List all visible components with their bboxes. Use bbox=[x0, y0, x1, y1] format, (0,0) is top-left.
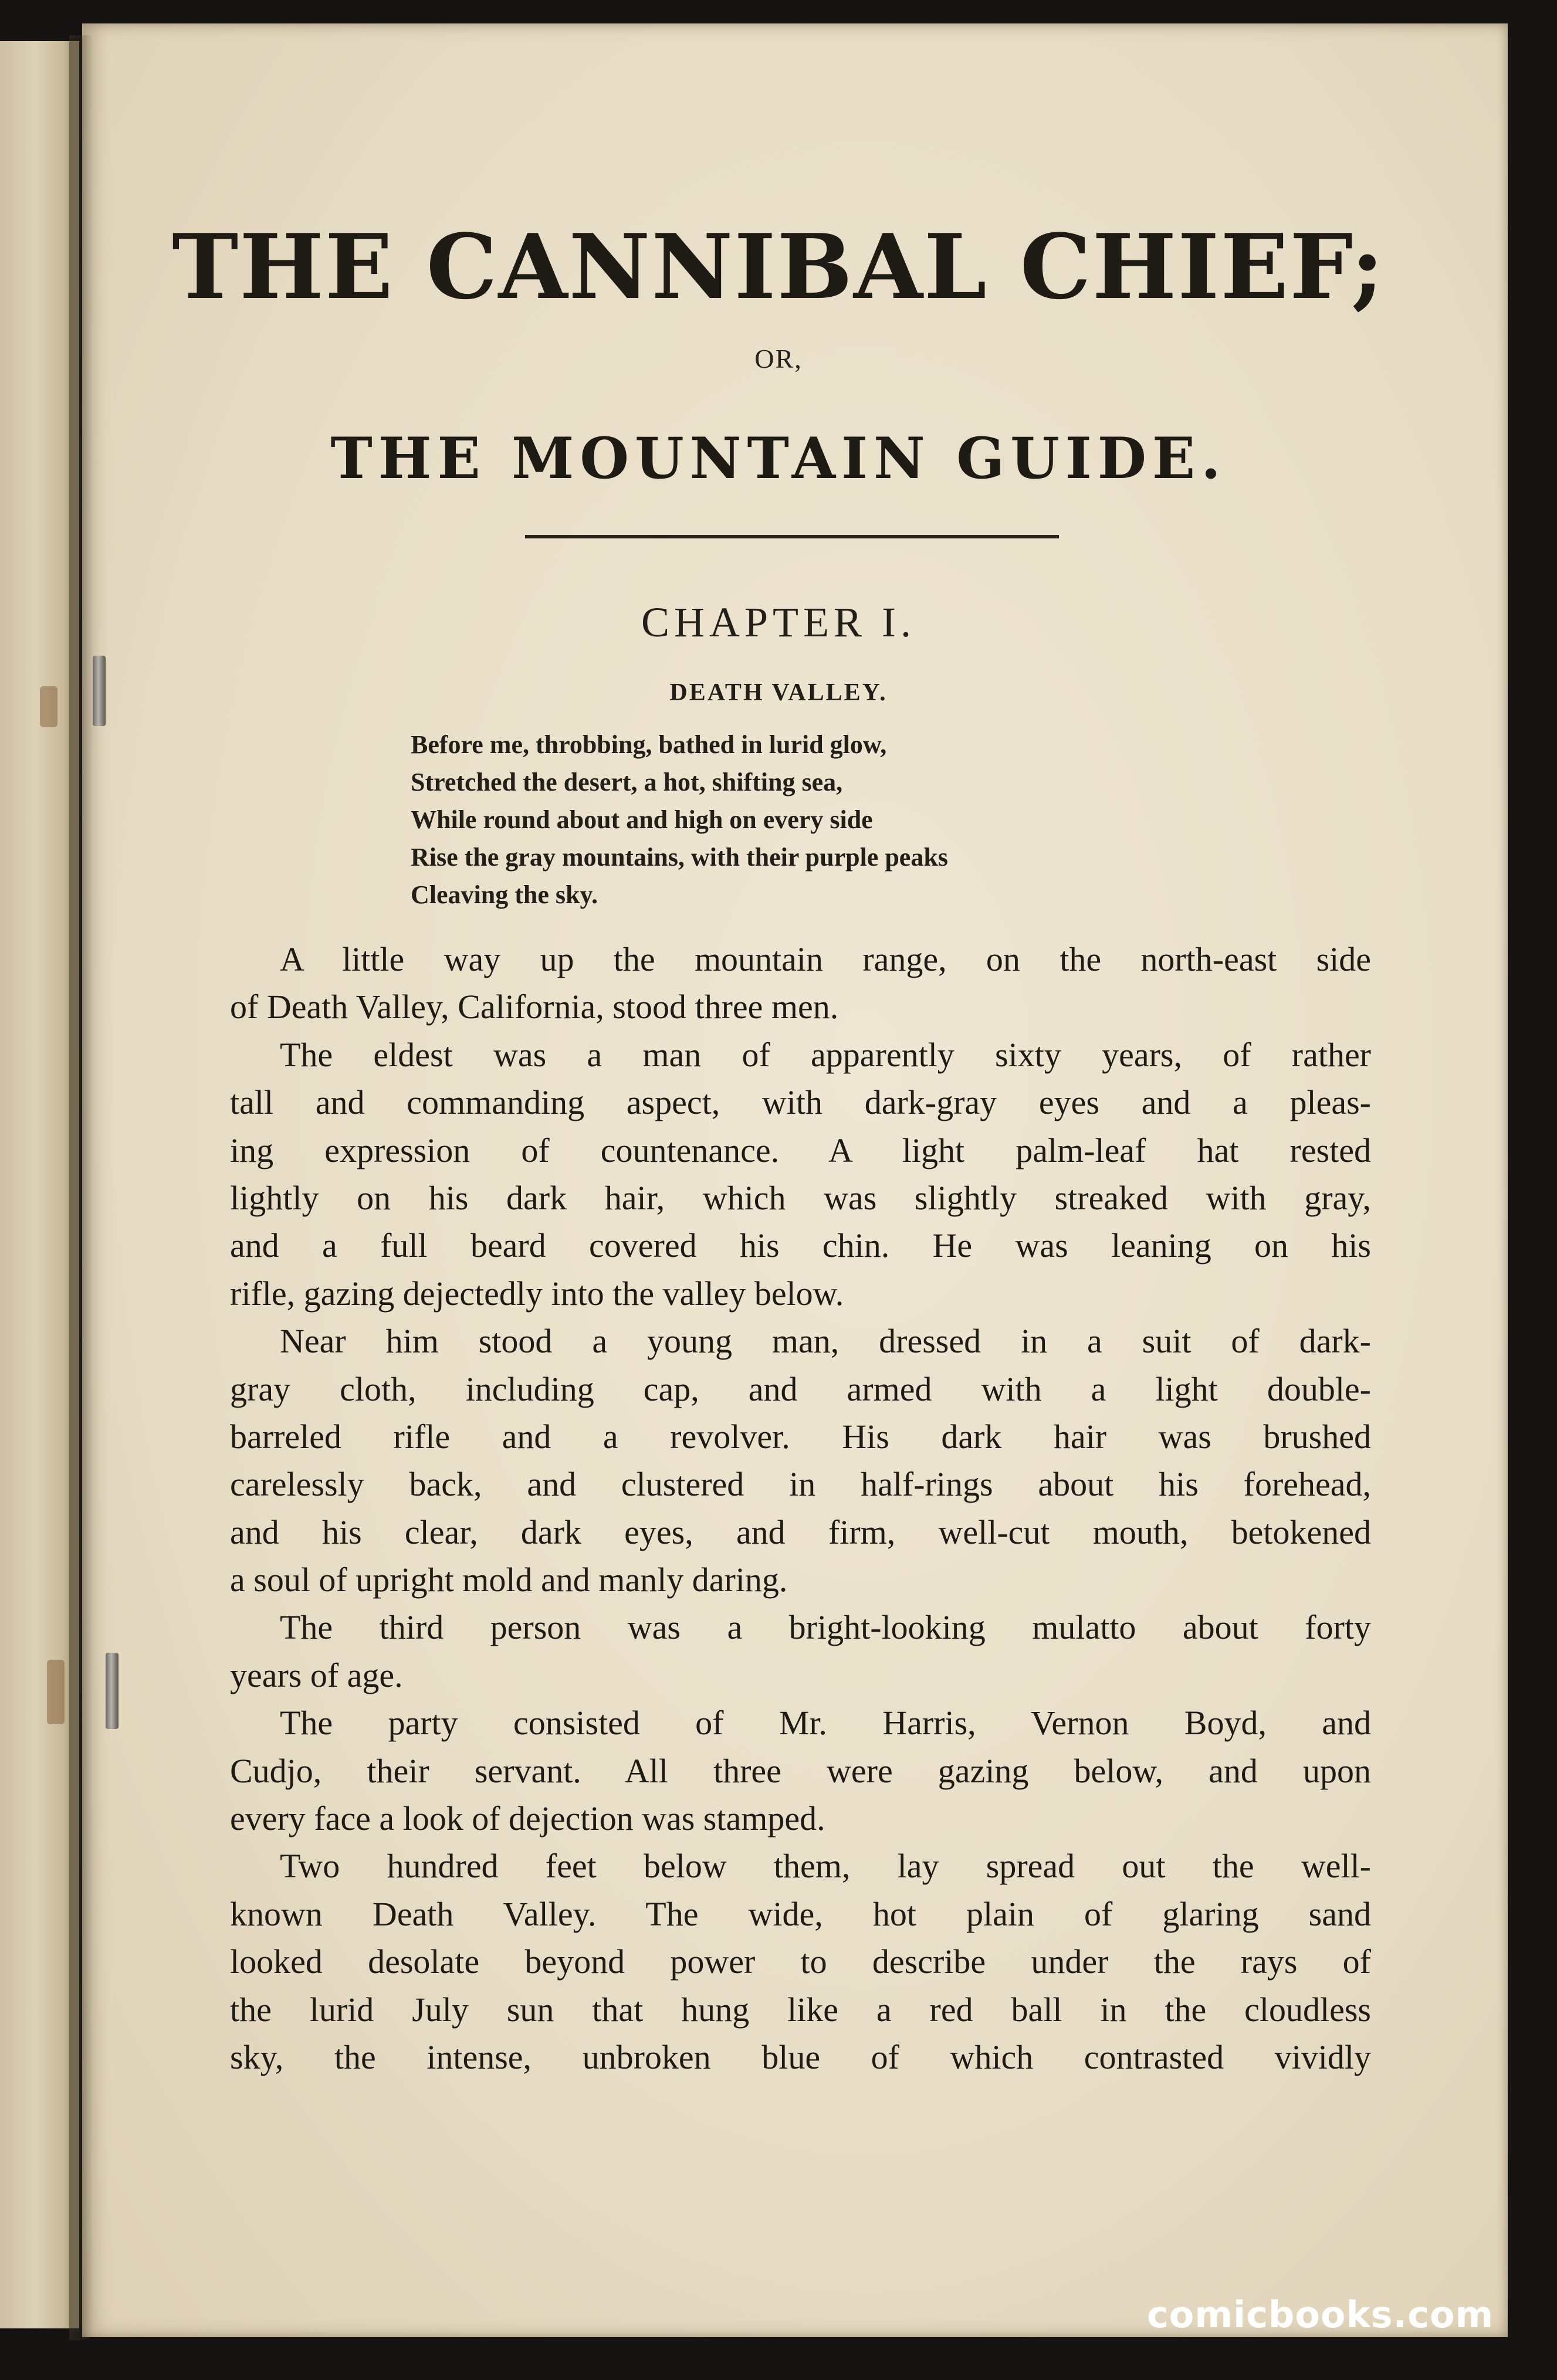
poem-line: While round about and high on every side bbox=[411, 805, 873, 834]
title-rule bbox=[525, 535, 1059, 538]
body-line: and his clear, dark eyes, and firm, well-cut mouth, betokened bbox=[230, 1513, 1371, 1551]
body-line: and a full beard covered his chin. He was leaning on his bbox=[230, 1226, 1371, 1265]
body-line: gray cloth, including cap, and armed with a light double- bbox=[230, 1369, 1371, 1408]
body-line: A little way up the mountain range, on the north-east side bbox=[280, 940, 1371, 978]
epigraph-poem bbox=[411, 726, 1291, 914]
site-watermark: comicbooks.com bbox=[1147, 2293, 1494, 2336]
body-line: lightly on his dark hair, which was slightly streaked with gray, bbox=[230, 1178, 1371, 1217]
body-line: The eldest was a man of apparently sixty years, of rather bbox=[280, 1035, 1371, 1074]
poem-line: Cleaving the sky. bbox=[411, 880, 598, 909]
body-line: years of age. bbox=[230, 1656, 403, 1694]
poem-line: Before me, throbbing, bathed in lurid glow, bbox=[411, 730, 887, 759]
body-line: ing expression of countenance. A light palm-leaf hat rested bbox=[230, 1131, 1371, 1169]
body-text bbox=[230, 935, 1371, 2081]
rust-stain bbox=[47, 1660, 65, 1724]
body-line: barreled rifle and a revolver. His dark hair was brushed bbox=[230, 1417, 1371, 1456]
title-conjunction: OR, bbox=[754, 344, 803, 374]
binding-shadow bbox=[69, 35, 93, 2340]
body-line: of Death Valley, California, stood three men. bbox=[230, 988, 839, 1026]
body-line: tall and commanding aspect, with dark-gray eyes and a pleas- bbox=[230, 1083, 1371, 1122]
body-line: every face a look of dejection was stamped. bbox=[230, 1799, 825, 1838]
body-line: rifle, gazing dejectedly into the valley below. bbox=[230, 1274, 844, 1313]
book-subtitle: THE MOUNTAIN GUIDE. bbox=[330, 425, 1227, 491]
poem-line: Stretched the desert, a hot, shifting sea, bbox=[411, 768, 843, 796]
body-line: sky, the intense, unbroken blue of which contrasted vividly bbox=[230, 2037, 1371, 2076]
chapter-subtitle: DEATH VALLEY. bbox=[669, 679, 888, 706]
body-line: carelessly back, and clustered in half-rings about his forehead, bbox=[230, 1465, 1371, 1504]
body-line: The third person was a bright-looking mulatto about forty bbox=[280, 1608, 1371, 1647]
book-title: THE CANNIBAL CHIEF; bbox=[172, 214, 1385, 319]
poem-line: Rise the gray mountains, with their purple peaks bbox=[411, 843, 948, 872]
previous-page-edge bbox=[0, 41, 79, 2328]
body-line: Near him stood a young man, dressed in a suit of dark- bbox=[280, 1322, 1371, 1361]
chapter-heading: CHAPTER I. bbox=[641, 599, 916, 646]
body-line: looked desolate beyond power to describe under the rays of bbox=[230, 1942, 1371, 1981]
body-line: The party consisted of Mr. Harris, Vernon Boyd, and bbox=[280, 1704, 1371, 1742]
body-line: Two hundred feet below them, lay spread out the well- bbox=[280, 1847, 1371, 1886]
body-line: known Death Valley. The wide, hot plain of glaring sand bbox=[230, 1894, 1371, 1933]
body-line: the lurid July sun that hung like a red ball in the cloudless bbox=[230, 1990, 1371, 2029]
body-line: Cudjo, their servant. All three were gazing below, and upon bbox=[230, 1751, 1371, 1790]
staple-icon bbox=[106, 1653, 119, 1729]
body-line: a soul of upright mold and manly daring. bbox=[230, 1561, 788, 1599]
